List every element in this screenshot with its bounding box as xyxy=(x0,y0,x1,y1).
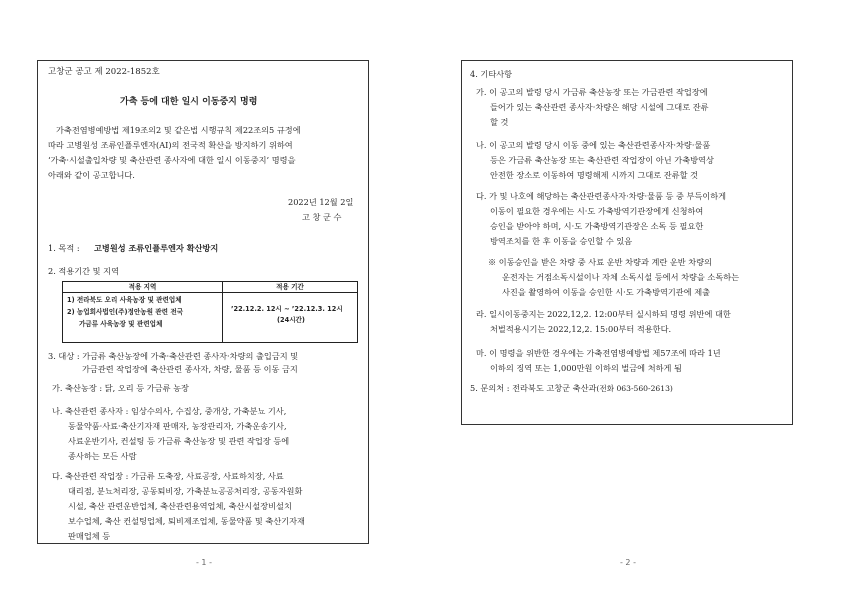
item-ga: 가. 축산농장 : 닭, 오리 등 가금류 농장 xyxy=(52,383,189,393)
item-da-line: 판매업체 등 xyxy=(68,531,111,541)
target-line: 가금관련 작업장에 축산관련 종사자, 차량, 물품 등 이동 금지 xyxy=(82,364,298,374)
item-ga-line: 할 것 xyxy=(490,117,509,127)
item-da-line: 보수업체, 축산 컨설팅업체, 퇴비제조업체, 동물약품 및 축산기자재 xyxy=(68,516,305,526)
item-ra-line: 라. 일시이동중지는 2022,12,2. 12:00부터 실시하되 명령 위반에 대한 xyxy=(476,309,731,319)
notice-date: 2022년 12월 2일 xyxy=(288,197,354,207)
item-ma-line: 마. 이 명령을 위반한 경우에는 가축전염병예방법 제57조에 따라 1년 xyxy=(476,348,721,358)
document-page-1 xyxy=(37,60,369,544)
item-da-line: 다. 축산관련 작업장 : 가금류 도축장, 사료공장, 사료하치장, 사료 xyxy=(52,471,284,481)
section-heading: 4. 기타사항 xyxy=(470,69,513,79)
item-na-line: 안전한 장소로 이동하여 명령해제 시까지 그대로 잔류할 것 xyxy=(490,170,699,180)
contact-line xyxy=(470,383,673,394)
target-line: 3. 대상 : 가금류 축산농장에 가축·축산관련 종사자·차량의 출입금지 및 xyxy=(48,351,299,361)
issuer: 고 창 군 수 xyxy=(302,212,342,222)
item-da-line: 승인을 받아야 하며, 시·도 가축방역기관장은 소독 등 필요한 xyxy=(490,221,704,231)
purpose-value: 고병원성 조류인플루엔자 확산방지 xyxy=(94,243,219,253)
item-na-line: 종사하는 모든 사람 xyxy=(68,451,137,461)
item-da-line: 대리점, 분뇨처리장, 공동퇴비장, 가축분뇨공공처리장, 공동자원화 xyxy=(68,486,303,496)
page-number: - 1 - xyxy=(196,558,212,567)
contact-phone: (전화 063-560-2613) xyxy=(596,384,673,393)
purpose-label: 1. 목적 : xyxy=(48,243,80,253)
note-line: 운전자는 거점소독시설이나 자체 소독시설 등에서 차량을 소독하는 xyxy=(502,272,740,282)
note-line: ※ 이동승인을 받은 차량 중 사료 운반 차량과 계란 운반 차량의 xyxy=(488,257,713,267)
intro-line: 따라 고병원성 조류인플루엔자(AI)의 전국적 확산을 방지하기 위하여 xyxy=(48,140,293,150)
item-da-line: 다. 가 및 나호에 해당하는 축산관련종사자·차량·물품 등 중 부득이하게 xyxy=(476,191,727,201)
item-ma-line: 이하의 징역 또는 1,000만원 이하의 벌금에 처하게 됨 xyxy=(490,363,682,373)
item-da-line: 시설, 축산 관련운반업체, 축산관련용역업체, 축산시설장비설치 xyxy=(68,501,292,511)
item-na-line: 나. 이 공고의 발령 당시 이동 중에 있는 축산관련종사자·차량·물품 xyxy=(476,140,711,150)
item-na-line: 사료운반기사, 컨설팅 등 가금류 축산농장 및 관련 작업장 등에 xyxy=(68,436,290,446)
item-na-line: 등은 가금류 축산농장 또는 축산관련 작업장이 아닌 가축방역상 xyxy=(490,155,714,165)
scope-heading: 2. 적용기간 및 지역 xyxy=(48,266,119,276)
item-ga-line: 가. 이 공고의 발령 당시 가금류 축산농장 또는 가금관련 작업장에 xyxy=(476,87,708,97)
notice-number: 고창군 공고 제 2022-1852호 xyxy=(48,67,160,77)
region-1: 1) 전라북도 오리 사육농장 및 관련업체 xyxy=(67,296,182,304)
region-2-cont: 가금류 사육농장 및 관련업체 xyxy=(79,320,163,328)
item-da-line: 이동이 필요한 경우에는 시·도 가축방역기관장에게 신청하여 xyxy=(490,206,704,216)
item-ra-line: 처벌적용시기는 2022,12,2. 15:00부터 적용한다. xyxy=(490,324,672,334)
document-page-2 xyxy=(461,60,793,425)
item-na-line: 나. 축산관련 종사자 : 임상수의사, 수집상, 중개상, 가축분뇨 기사, xyxy=(52,406,287,416)
period-duration: (24시간) xyxy=(277,316,305,324)
period-range: ’22.12.2. 12시 ~ ’22.12.3. 12시 xyxy=(231,305,343,313)
intro-line: ‘가축·시설출입차량 및 축산관련 종사자에 대한 일시 이동중지’ 명령을 xyxy=(48,155,296,165)
intro-line: 아래와 같이 공고합니다. xyxy=(48,170,135,180)
page-title: 가축 등에 대한 일시 이동중지 명령 xyxy=(120,97,258,107)
note-line: 사진을 촬영하여 이동을 승인한 시·도 가축방역기관에 제출 xyxy=(502,287,711,297)
scope-table xyxy=(62,281,358,343)
region-2: 2) 농업회사법인(주)정안농원 관련 전국 xyxy=(67,308,184,316)
item-da-line: 방역조치를 한 후 이동을 승인할 수 있음 xyxy=(490,236,633,246)
intro-line: 가축전염병예방법 제19조의2 및 같은법 시행규칙 제22조의5 규정에 xyxy=(56,125,301,135)
table-header-period: 적용 기간 xyxy=(223,282,357,293)
item-ga-line: 들어가 있는 축산관련 종사자·차량은 해당 시설에 그대로 잔류 xyxy=(490,102,709,112)
page-number: - 2 - xyxy=(620,558,636,567)
contact-main: 5. 문의처 : 전라북도 고창군 축산과 xyxy=(470,383,597,393)
item-na-line: 동물약품·사료·축산기자재 판매자, 농장관리자, 가축운송기사, xyxy=(68,421,287,431)
table-header-region: 적용 지역 xyxy=(63,282,223,293)
